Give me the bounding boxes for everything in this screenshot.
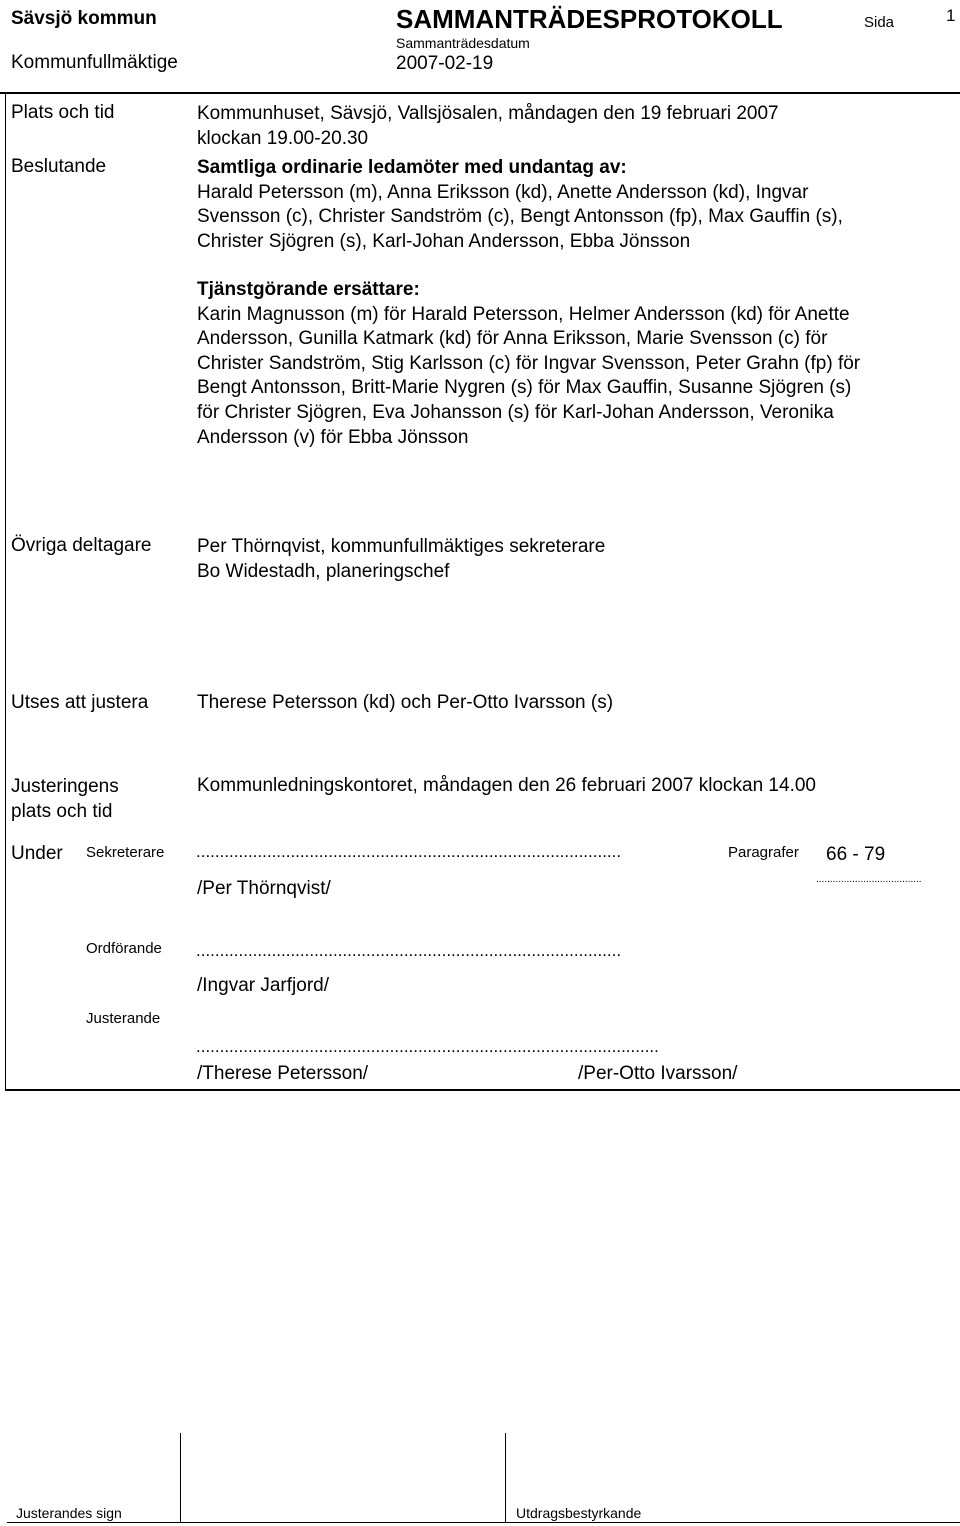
substitutes-line: Christer Sandström, Stig Karlsson (c) för Ingvar Svensson, Peter Grahn (fp) för	[197, 352, 861, 374]
decision-makers-heading: Samtliga ordinarie ledamöter med undantag av:	[197, 157, 627, 178]
adjustment-place-label	[11, 775, 119, 824]
paragraphs-label: Paragrafer	[728, 844, 799, 861]
document-title: SAMMANTRÄDESPROTOKOLL	[396, 4, 783, 34]
chair-signature-line: ..........................................................................................	[196, 941, 622, 960]
adjusters-value: Therese Petersson (kd) och Per-Otto Ivarsson (s)	[197, 692, 614, 713]
meeting-date-label: Sammanträdesdatum	[396, 35, 530, 51]
substitutes-line: Andersson, Gunilla Katmark (kd) för Anna Eriksson, Marie Svensson (c) för	[197, 328, 828, 350]
chair-label: Ordförande	[86, 940, 162, 957]
footer-divider	[7, 1522, 960, 1523]
footer-right-divider	[505, 1433, 506, 1522]
substitutes-line: för Christer Sjögren, Eva Johansson (s) för Karl-Johan Andersson, Veronika	[197, 401, 834, 423]
adjuster-name-2: /Per-Otto Ivarsson/	[578, 1063, 738, 1084]
adjuster-signature-line: ..................................................................................................	[196, 1037, 659, 1056]
other-participants-label: Övriga deltagare	[11, 535, 152, 556]
substitutes-block	[197, 278, 860, 450]
adjustment-label-line: plats och tid	[11, 800, 113, 822]
decision-makers-label: Beslutande	[11, 156, 107, 177]
under-label: Under	[11, 843, 63, 864]
substitutes-line: Andersson (v) för Ebba Jönsson	[197, 426, 469, 448]
adjuster-name-1: /Therese Petersson/	[197, 1063, 369, 1084]
frame-left-border	[5, 93, 6, 1090]
decision-makers-block	[197, 156, 843, 254]
chair-name: /Ingvar Jarfjord/	[197, 975, 329, 996]
secretary-label: Sekreterare	[86, 844, 165, 861]
place-time-value	[197, 102, 779, 151]
municipality-name: Sävsjö kommun	[11, 8, 157, 29]
place-time-line: Kommunhuset, Sävsjö, Vallsjösalen, måndagen den 19 februari 2007	[197, 103, 779, 124]
paragraphs-dotted-line: ......................................	[816, 874, 922, 885]
place-time-label: Plats och tid	[11, 102, 115, 123]
place-time-line: klockan 19.00-20.30	[197, 127, 369, 149]
committee-name: Kommunfullmäktige	[11, 52, 178, 73]
footer-left-divider	[180, 1433, 181, 1522]
other-participants-value	[197, 535, 605, 584]
adjustment-place-value: Kommunledningskontoret, måndagen den 26 februari 2007 klockan 14.00	[197, 775, 816, 796]
adjuster-label: Justerande	[86, 1010, 161, 1027]
page-number: 1	[946, 6, 956, 25]
substitutes-line: Karin Magnusson (m) för Harald Petersson, Helmer Andersson (kd) för Anette	[197, 303, 850, 325]
meeting-date: 2007-02-19	[396, 53, 494, 74]
adjusters-sign-label: Justerandes sign	[16, 1505, 122, 1521]
page-label: Sida	[864, 14, 895, 31]
adjustment-label-line: Justeringens	[11, 776, 119, 797]
substitutes-line: Bengt Antonsson, Britt-Marie Nygren (s) för Max Gauffin, Susanne Sjögren (s)	[197, 377, 852, 399]
paragraphs-value: 66 - 79	[826, 844, 886, 865]
absent-members-line: Harald Petersson (m), Anna Eriksson (kd), Anette Andersson (kd), Ingvar	[197, 181, 809, 203]
substitutes-heading: Tjänstgörande ersättare:	[197, 279, 420, 300]
secretary-signature-line: ..........................................................................................	[196, 842, 622, 861]
extract-certification-label: Utdragsbestyrkande	[516, 1505, 642, 1521]
secretary-name: /Per Thörnqvist/	[197, 878, 331, 899]
absent-members-line: Christer Sjögren (s), Karl-Johan Andersson, Ebba Jönsson	[197, 230, 691, 252]
participant-line: Bo Widestadh, planeringschef	[197, 560, 450, 582]
participant-line: Per Thörnqvist, kommunfullmäktiges sekreterare	[197, 536, 606, 557]
frame-bottom-border	[5, 1089, 960, 1091]
header-divider	[0, 92, 960, 94]
adjusters-label: Utses att justera	[11, 692, 149, 713]
absent-members-line: Svensson (c), Christer Sandström (c), Bengt Antonsson (fp), Max Gauffin (s),	[197, 206, 843, 228]
